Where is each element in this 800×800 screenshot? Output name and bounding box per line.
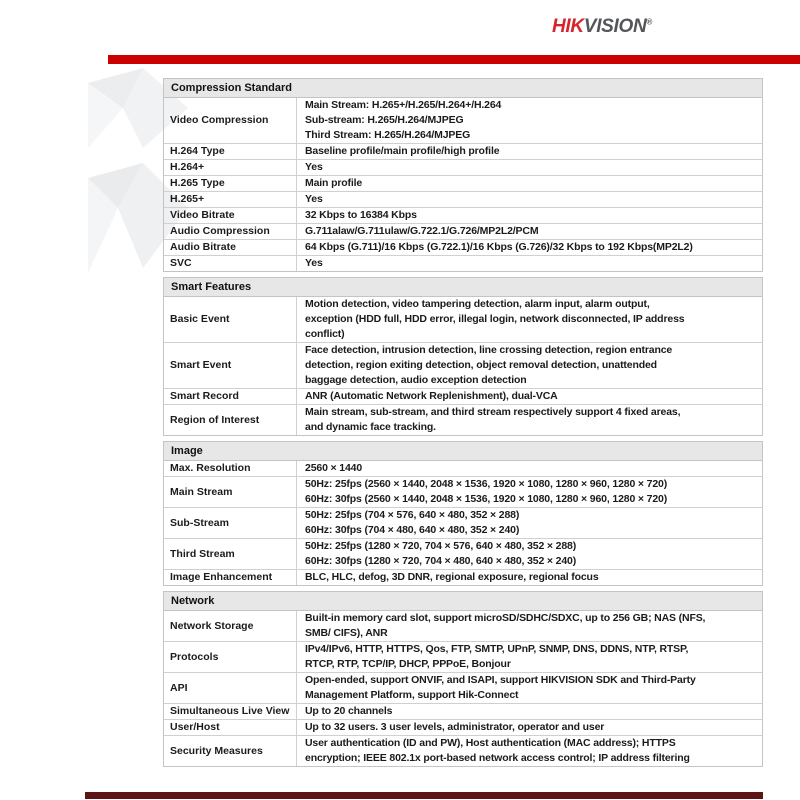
spec-row [164, 343, 762, 389]
spec-row [164, 477, 762, 508]
spec-row [164, 611, 762, 642]
spec-label: Audio Compression [164, 224, 297, 239]
spec-value [297, 176, 762, 191]
spec-table [163, 78, 763, 772]
spec-row [164, 736, 762, 766]
spec-value-line: 60Hz: 30fps (704 × 480, 640 × 480, 352 × 240) [305, 524, 520, 536]
spec-row [164, 704, 762, 720]
spec-label: Security Measures [164, 736, 297, 766]
spec-value-line: G.711alaw/G.711ulaw/G.722.1/G.726/MP2L2/PCM [305, 225, 539, 237]
header-red-rule [108, 55, 800, 64]
spec-value [297, 673, 762, 703]
spec-row [164, 98, 762, 144]
spec-row [164, 208, 762, 224]
section-header: Smart Features [164, 278, 762, 297]
spec-value [297, 704, 762, 719]
spec-value-line: detection, region exiting detection, object removal detection, unattended [305, 359, 657, 371]
spec-label: SVC [164, 256, 297, 271]
spec-value [297, 461, 762, 476]
spec-label: Image Enhancement [164, 570, 297, 585]
spec-value-line: Main Stream: H.265+/H.265/H.264+/H.264 [305, 99, 502, 111]
spec-label: Sub-Stream [164, 508, 297, 538]
spec-value-line: and dynamic face tracking. [305, 421, 436, 433]
section-header: Image [164, 442, 762, 461]
spec-value [297, 720, 762, 735]
spec-label: Protocols [164, 642, 297, 672]
spec-value-line: 60Hz: 30fps (1280 × 720, 704 × 480, 640 × 480, 352 × 240) [305, 555, 577, 567]
hikvision-logo [552, 16, 652, 38]
spec-label: Video Compression [164, 98, 297, 143]
spec-value-line: baggage detection, audio exception detection [305, 374, 527, 386]
spec-value-line: Sub-stream: H.265/H.264/MJPEG [305, 114, 464, 126]
spec-value-line: 50Hz: 25fps (704 × 576, 640 × 480, 352 × 288) [305, 509, 520, 521]
spec-label: Max. Resolution [164, 461, 297, 476]
spec-label: Smart Record [164, 389, 297, 404]
section-header: Compression Standard [164, 79, 762, 98]
spec-label: Region of Interest [164, 405, 297, 435]
spec-value-line: Main stream, sub-stream, and third stream respectively support 4 fixed areas, [305, 406, 681, 418]
spec-value [297, 208, 762, 223]
spec-section [163, 591, 763, 767]
spec-row [164, 160, 762, 176]
spec-label: H.265+ [164, 192, 297, 207]
spec-row [164, 224, 762, 240]
spec-value-line: Management Platform, support Hik-Connect [305, 689, 519, 701]
spec-value-line: Built-in memory card slot, support microSD/SDHC/SDXC, up to 256 GB; NAS (NFS, [305, 612, 706, 624]
spec-label: Third Stream [164, 539, 297, 569]
spec-value-line: Third Stream: H.265/H.264/MJPEG [305, 129, 471, 141]
footer-red-rule [85, 792, 763, 799]
spec-value [297, 389, 762, 404]
spec-value [297, 508, 762, 538]
spec-value [297, 297, 762, 342]
spec-value-line: 32 Kbps to 16384 Kbps [305, 209, 417, 221]
spec-label: Simultaneous Live View [164, 704, 297, 719]
spec-value-line: Open-ended, support ONVIF, and ISAPI, support HIKVISION SDK and Third-Party [305, 674, 696, 686]
spec-row [164, 642, 762, 673]
spec-value-line: Main profile [305, 177, 363, 189]
spec-label: H.265 Type [164, 176, 297, 191]
spec-value [297, 539, 762, 569]
spec-value [297, 611, 762, 641]
spec-row [164, 240, 762, 256]
spec-value-line: encryption; IEEE 802.1x port-based network access control; IP address filtering [305, 752, 690, 764]
spec-value-line: BLC, HLC, defog, 3D DNR, regional exposure, regional focus [305, 571, 599, 583]
spec-value-line: Up to 32 users. 3 user levels, administrator, operator and user [305, 721, 605, 733]
logo-hik-text: HIK [552, 16, 584, 37]
spec-label: Video Bitrate [164, 208, 297, 223]
spec-value [297, 144, 762, 159]
spec-value-line: 50Hz: 25fps (2560 × 1440, 2048 × 1536, 1920 × 1080, 1280 × 960, 1280 × 720) [305, 478, 668, 490]
spec-label: H.264 Type [164, 144, 297, 159]
spec-label: Network Storage [164, 611, 297, 641]
spec-value [297, 240, 762, 255]
spec-section [163, 78, 763, 272]
spec-row [164, 297, 762, 343]
spec-label: H.264+ [164, 160, 297, 175]
spec-row [164, 256, 762, 271]
spec-value-line: ANR (Automatic Network Replenishment), dual-VCA [305, 390, 558, 402]
logo-vision-text: VISION [583, 16, 647, 37]
spec-row [164, 539, 762, 570]
spec-row [164, 176, 762, 192]
spec-value [297, 405, 762, 435]
spec-value [297, 343, 762, 388]
spec-value-line: RTCP, RTP, TCP/IP, DHCP, PPPoE, Bonjour [305, 658, 511, 670]
spec-value [297, 98, 762, 143]
spec-row [164, 192, 762, 208]
spec-value-line: conflict) [305, 328, 345, 340]
spec-value-line: Motion detection, video tampering detection, alarm input, alarm output, [305, 298, 650, 310]
spec-row [164, 405, 762, 435]
spec-value-line: Up to 20 channels [305, 705, 393, 717]
spec-row [164, 461, 762, 477]
spec-label: API [164, 673, 297, 703]
spec-value [297, 477, 762, 507]
spec-value-line: 2560 × 1440 [305, 462, 363, 474]
spec-value-line: Face detection, intrusion detection, line crossing detection, region entrance [305, 344, 673, 356]
spec-section [163, 441, 763, 586]
spec-value-line: Yes [305, 193, 323, 205]
spec-value-line: Baseline profile/main profile/high profile [305, 145, 500, 157]
spec-value-line: SMB/ CIFS), ANR [305, 627, 388, 639]
spec-value [297, 736, 762, 766]
spec-row [164, 720, 762, 736]
spec-value-line: 64 Kbps (G.711)/16 Kbps (G.722.1)/16 Kbps (G.726)/32 Kbps to 192 Kbps(MP2L2) [305, 241, 693, 253]
spec-value-line: IPv4/IPv6, HTTP, HTTPS, Qos, FTP, SMTP, UPnP, SNMP, DNS, DDNS, NTP, RTSP, [305, 643, 689, 655]
spec-row [164, 508, 762, 539]
spec-section [163, 277, 763, 436]
spec-row [164, 144, 762, 160]
spec-value [297, 160, 762, 175]
spec-value [297, 642, 762, 672]
section-header: Network [164, 592, 762, 611]
spec-row [164, 570, 762, 585]
spec-value [297, 192, 762, 207]
spec-value [297, 570, 762, 585]
spec-value-line: 60Hz: 30fps (2560 × 1440, 2048 × 1536, 1920 × 1080, 1280 × 960, 1280 × 720) [305, 493, 668, 505]
spec-label: Basic Event [164, 297, 297, 342]
spec-value-line: User authentication (ID and PW), Host authentication (MAC address); HTTPS [305, 737, 676, 749]
spec-label: Main Stream [164, 477, 297, 507]
spec-value-line: 50Hz: 25fps (1280 × 720, 704 × 576, 640 × 480, 352 × 288) [305, 540, 577, 552]
spec-label: User/Host [164, 720, 297, 735]
registered-trademark-icon: ® [646, 17, 653, 27]
spec-value [297, 256, 762, 271]
spec-label: Smart Event [164, 343, 297, 388]
spec-label: Audio Bitrate [164, 240, 297, 255]
spec-value [297, 224, 762, 239]
spec-value-line: Yes [305, 257, 323, 269]
spec-row [164, 673, 762, 704]
spec-value-line: Yes [305, 161, 323, 173]
spec-row [164, 389, 762, 405]
spec-value-line: exception (HDD full, HDD error, illegal login, network disconnected, IP address [305, 313, 685, 325]
